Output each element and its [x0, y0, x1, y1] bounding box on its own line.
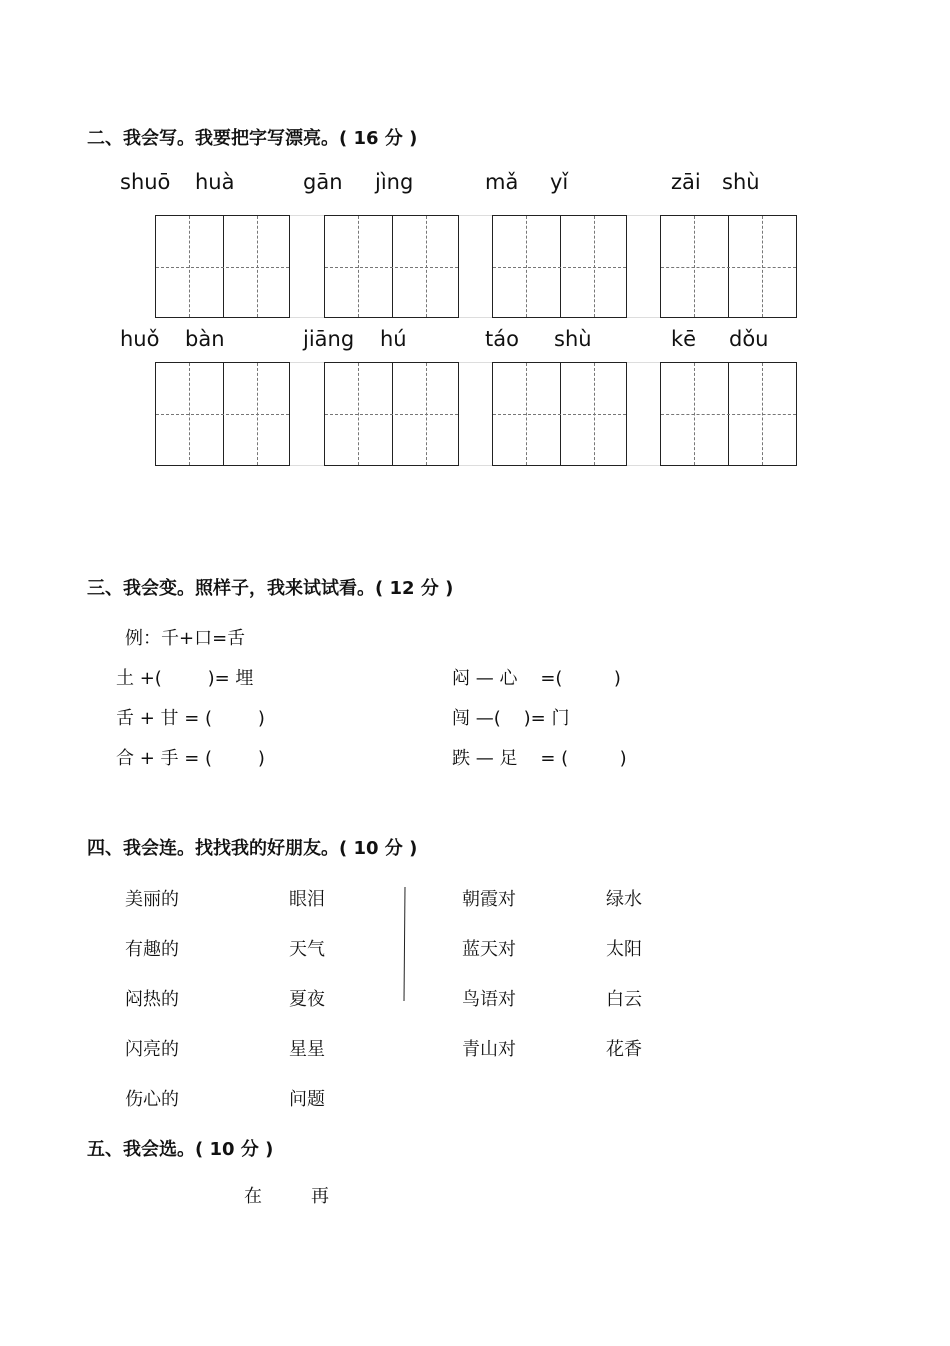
match-item-left[interactable]: 伤心的: [125, 1089, 179, 1110]
writing-grid-row-2: [155, 362, 797, 466]
choice-option: 再: [311, 1186, 329, 1207]
pinyin: hú: [380, 327, 407, 351]
tianzige-box[interactable]: [660, 362, 797, 466]
pinyin: jiāng: [303, 327, 355, 351]
exercise-right[interactable]: 闷 — 心 =( ): [452, 668, 621, 689]
match-item-left[interactable]: 青山对: [462, 1039, 516, 1060]
match-item-left[interactable]: 美丽的: [125, 889, 179, 910]
match-item-right[interactable]: 星星: [289, 1039, 325, 1060]
match-item-left[interactable]: 朝霞对: [462, 889, 516, 910]
match-item-left[interactable]: 闷热的: [125, 989, 179, 1010]
pinyin: kē: [671, 327, 697, 351]
pinyin: táo: [485, 327, 519, 351]
pinyin: shuō: [120, 170, 171, 194]
match-item-right[interactable]: 花香: [606, 1039, 642, 1060]
pinyin: mǎ: [485, 170, 519, 194]
match-item-right[interactable]: 绿水: [606, 889, 642, 910]
match-item-left[interactable]: 闪亮的: [125, 1039, 179, 1060]
match-item-right[interactable]: 眼泪: [289, 889, 325, 910]
exercise-left[interactable]: 合 + 手 = ( ): [116, 748, 265, 769]
match-item-left[interactable]: 鸟语对: [462, 989, 516, 1010]
match-item-right[interactable]: 问题: [289, 1089, 325, 1110]
section-3-heading: 三、我会变。照样子，我来试试看。( 12 分 ): [87, 578, 454, 599]
tianzige-box[interactable]: [492, 215, 627, 318]
match-item-left[interactable]: 蓝天对: [462, 939, 516, 960]
pinyin: shù: [722, 170, 760, 194]
pinyin: zāi: [671, 170, 701, 194]
exercise-left[interactable]: 土 +( )= 埋: [116, 668, 254, 689]
section-4-heading: 四、我会连。找找我的好朋友。( 10 分 ): [87, 838, 418, 859]
writing-grid-row-1: [155, 215, 797, 318]
tianzige-box[interactable]: [324, 215, 459, 318]
pinyin: shù: [554, 327, 592, 351]
pinyin: huǒ: [120, 327, 160, 351]
tianzige-box[interactable]: [324, 362, 459, 466]
tianzige-box[interactable]: [492, 362, 627, 466]
pinyin: jìng: [375, 170, 414, 194]
pinyin: yǐ: [550, 170, 569, 194]
tianzige-box[interactable]: [660, 215, 797, 318]
section-5-heading: 五、我会选。( 10 分 ): [87, 1139, 274, 1160]
exercise-right[interactable]: 跌 — 足 = ( ): [452, 748, 627, 769]
match-item-right[interactable]: 太阳: [606, 939, 642, 960]
pinyin: gān: [303, 170, 343, 194]
pinyin: huà: [195, 170, 235, 194]
match-item-right[interactable]: 夏夜: [289, 989, 325, 1010]
exercise-right[interactable]: 闯 —( )= 门: [452, 708, 570, 729]
exercise-left[interactable]: 舌 + 甘 = ( ): [116, 708, 265, 729]
match-item-left[interactable]: 有趣的: [125, 939, 179, 960]
divider-line: [404, 887, 406, 1001]
tianzige-box[interactable]: [155, 362, 290, 466]
pinyin: dǒu: [729, 327, 769, 351]
match-item-right[interactable]: 白云: [606, 989, 642, 1010]
choice-option: 在: [244, 1186, 262, 1207]
tianzige-box[interactable]: [155, 215, 290, 318]
pinyin: bàn: [185, 327, 225, 351]
section-2-heading: 二、我会写。我要把字写漂亮。( 16 分 ): [87, 128, 418, 149]
example-line: 例：千+口=舌: [125, 628, 246, 649]
match-item-right[interactable]: 天气: [289, 939, 325, 960]
